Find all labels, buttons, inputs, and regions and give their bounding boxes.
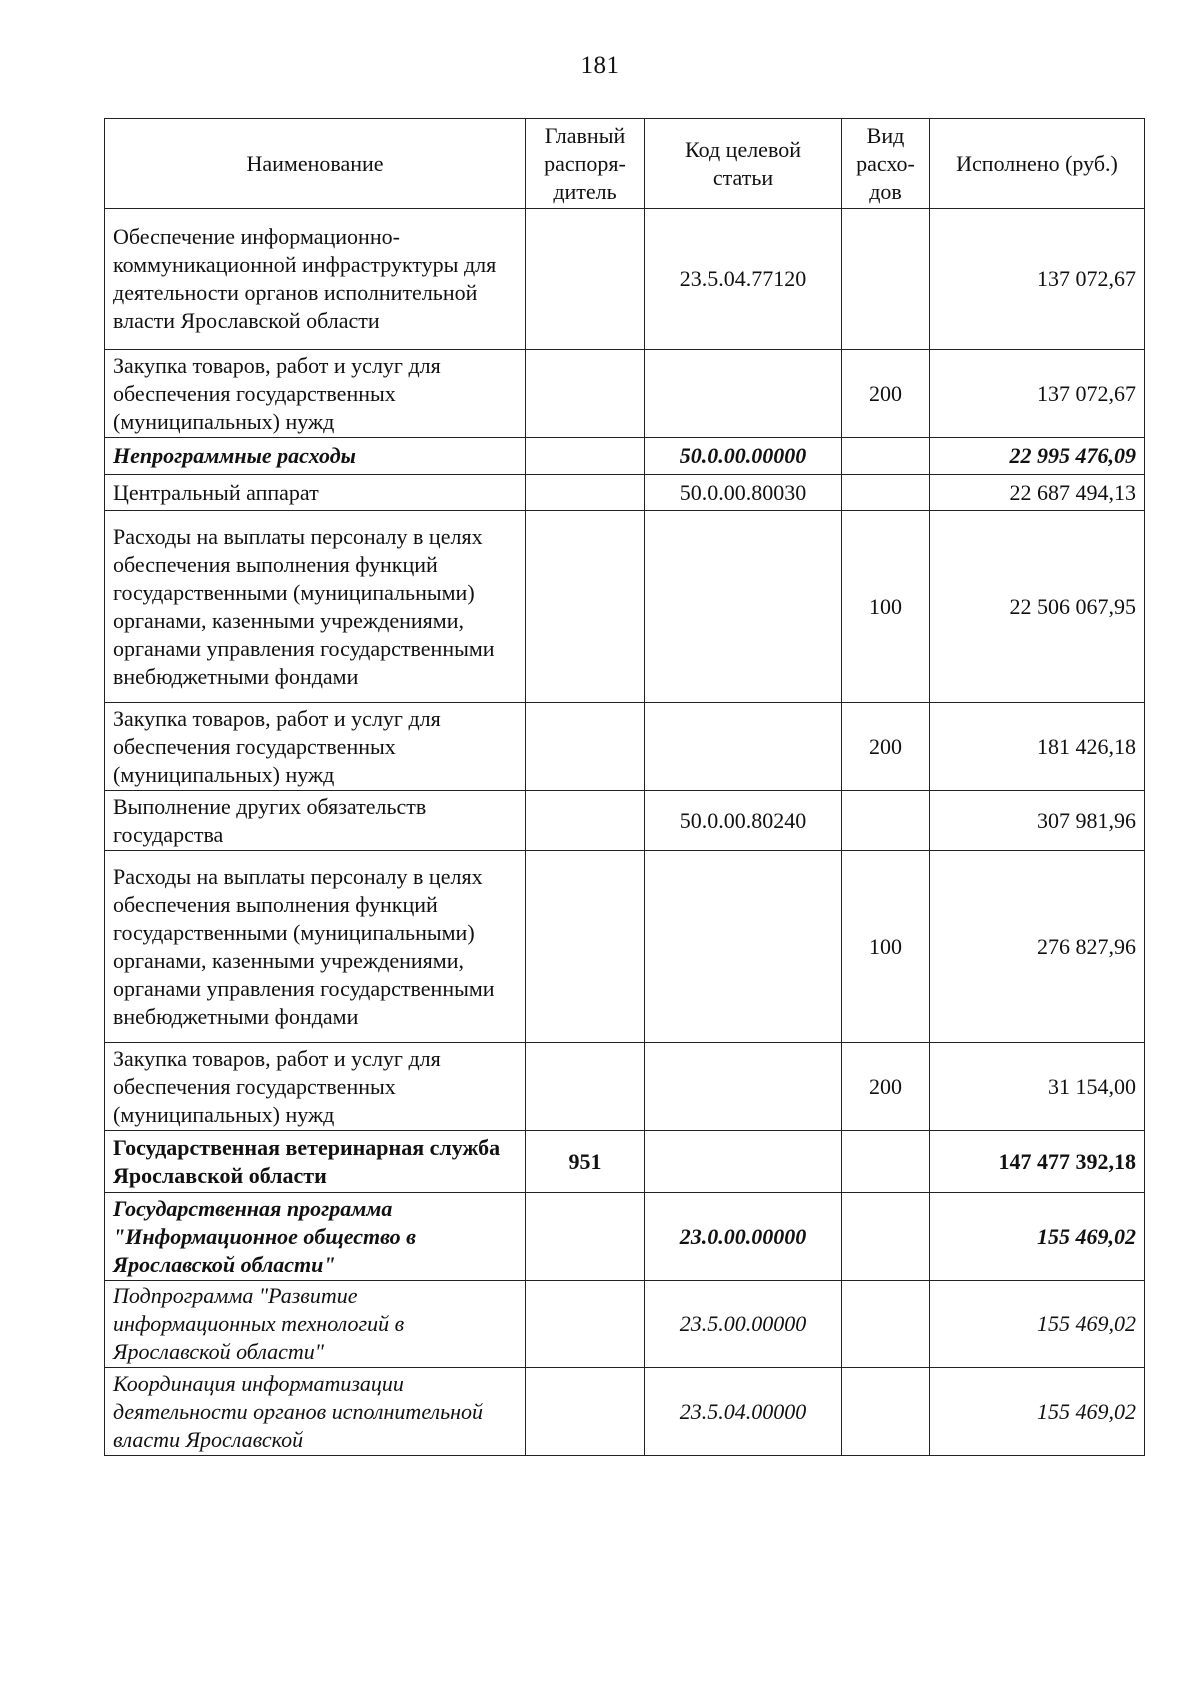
- cell-target-code: [645, 703, 842, 791]
- cell-executed: 137 072,67: [930, 209, 1145, 350]
- cell-name: Непрограммные расходы: [105, 438, 526, 475]
- cell-target-code: 23.5.00.00000: [645, 1281, 842, 1368]
- cell-target-code: 23.5.04.77120: [645, 209, 842, 350]
- table-row: [105, 1368, 1145, 1456]
- cell-expense-type: 200: [842, 1043, 930, 1131]
- cell-executed: 22 995 476,09: [930, 438, 1145, 475]
- table-body: [105, 209, 1145, 1456]
- cell-executed: 155 469,02: [930, 1193, 1145, 1281]
- header-executed: Исполнено (руб.): [930, 119, 1145, 209]
- cell-executed: 307 981,96: [930, 791, 1145, 851]
- cell-expense-type: [842, 1193, 930, 1281]
- cell-expense-type: 200: [842, 350, 930, 438]
- cell-chief-manager: [526, 851, 645, 1043]
- cell-expense-type: [842, 209, 930, 350]
- cell-target-code: [645, 1043, 842, 1131]
- cell-name: Центральный аппарат: [105, 475, 526, 511]
- header-target-code: Код целевой статьи: [645, 119, 842, 209]
- cell-name: Подпрограмма "Развитие информационных технологий в Ярославской области": [105, 1281, 526, 1368]
- cell-name: Расходы на выплаты персоналу в целях обеспечения выполнения функций государственными (муниципальными) органами, казенными учреждениями, органами управления государственными внебюджетными фондами: [105, 511, 526, 703]
- cell-chief-manager: 951: [526, 1131, 645, 1193]
- header-chief-manager: Главный распоря-дитель: [526, 119, 645, 209]
- table-row: [105, 438, 1145, 475]
- cell-executed: 155 469,02: [930, 1368, 1145, 1456]
- cell-expense-type: [842, 1281, 930, 1368]
- table-row: [105, 791, 1145, 851]
- cell-chief-manager: [526, 475, 645, 511]
- table-row: [105, 350, 1145, 438]
- cell-target-code: 50.0.00.00000: [645, 438, 842, 475]
- table-row: [105, 1281, 1145, 1368]
- cell-name: Государственная ветеринарная служба Ярославской области: [105, 1131, 526, 1193]
- cell-chief-manager: [526, 350, 645, 438]
- cell-executed: 147 477 392,18: [930, 1131, 1145, 1193]
- table-row: [105, 475, 1145, 511]
- page-number: 181: [580, 52, 620, 79]
- cell-expense-type: 100: [842, 851, 930, 1043]
- cell-expense-type: [842, 438, 930, 475]
- cell-chief-manager: [526, 511, 645, 703]
- cell-chief-manager: [526, 703, 645, 791]
- header-name: Наименование: [105, 119, 526, 209]
- cell-executed: 137 072,67: [930, 350, 1145, 438]
- cell-target-code: [645, 350, 842, 438]
- cell-executed: 155 469,02: [930, 1281, 1145, 1368]
- cell-chief-manager: [526, 1193, 645, 1281]
- cell-target-code: [645, 511, 842, 703]
- cell-expense-type: [842, 1368, 930, 1456]
- cell-target-code: 50.0.00.80030: [645, 475, 842, 511]
- cell-name: Выполнение других обязательств государства: [105, 791, 526, 851]
- table-row: [105, 209, 1145, 350]
- cell-name: Обеспечение информационно-коммуникационной инфраструктуры для деятельности органов исполнительной власти Ярославской области: [105, 209, 526, 350]
- cell-expense-type: 100: [842, 511, 930, 703]
- cell-chief-manager: [526, 1043, 645, 1131]
- cell-name: Государственная программа "Информационное общество в Ярославской области": [105, 1193, 526, 1281]
- table-row: [105, 1193, 1145, 1281]
- cell-chief-manager: [526, 209, 645, 350]
- cell-executed: 22 506 067,95: [930, 511, 1145, 703]
- cell-executed: 31 154,00: [930, 1043, 1145, 1131]
- cell-chief-manager: [526, 791, 645, 851]
- cell-target-code: 50.0.00.80240: [645, 791, 842, 851]
- table-row: [105, 851, 1145, 1043]
- cell-chief-manager: [526, 1368, 645, 1456]
- cell-expense-type: [842, 791, 930, 851]
- cell-target-code: 23.5.04.00000: [645, 1368, 842, 1456]
- table-row: [105, 703, 1145, 791]
- cell-target-code: [645, 851, 842, 1043]
- table-row: [105, 511, 1145, 703]
- cell-executed: 22 687 494,13: [930, 475, 1145, 511]
- cell-target-code: [645, 1131, 842, 1193]
- cell-target-code: 23.0.00.00000: [645, 1193, 842, 1281]
- table-header-row: [105, 119, 1145, 209]
- cell-executed: 181 426,18: [930, 703, 1145, 791]
- cell-chief-manager: [526, 1281, 645, 1368]
- cell-expense-type: 200: [842, 703, 930, 791]
- cell-expense-type: [842, 1131, 930, 1193]
- cell-expense-type: [842, 475, 930, 511]
- cell-name: Координация информатизации деятельности органов исполнительной власти Ярославской: [105, 1368, 526, 1456]
- header-expense-type: Вид расхо-дов: [842, 119, 930, 209]
- cell-name: Закупка товаров, работ и услуг для обеспечения государственных (муниципальных) нужд: [105, 350, 526, 438]
- table-row: [105, 1131, 1145, 1193]
- cell-chief-manager: [526, 438, 645, 475]
- cell-executed: 276 827,96: [930, 851, 1145, 1043]
- cell-name: Закупка товаров, работ и услуг для обеспечения государственных (муниципальных) нужд: [105, 1043, 526, 1131]
- budget-execution-table: [104, 118, 1145, 1456]
- table-row: [105, 1043, 1145, 1131]
- cell-name: Расходы на выплаты персоналу в целях обеспечения выполнения функций государственными (муниципальными) органами, казенными учреждениями, органами управления государственными внебюджетными фондами: [105, 851, 526, 1043]
- cell-name: Закупка товаров, работ и услуг для обеспечения государственных (муниципальных) нужд: [105, 703, 526, 791]
